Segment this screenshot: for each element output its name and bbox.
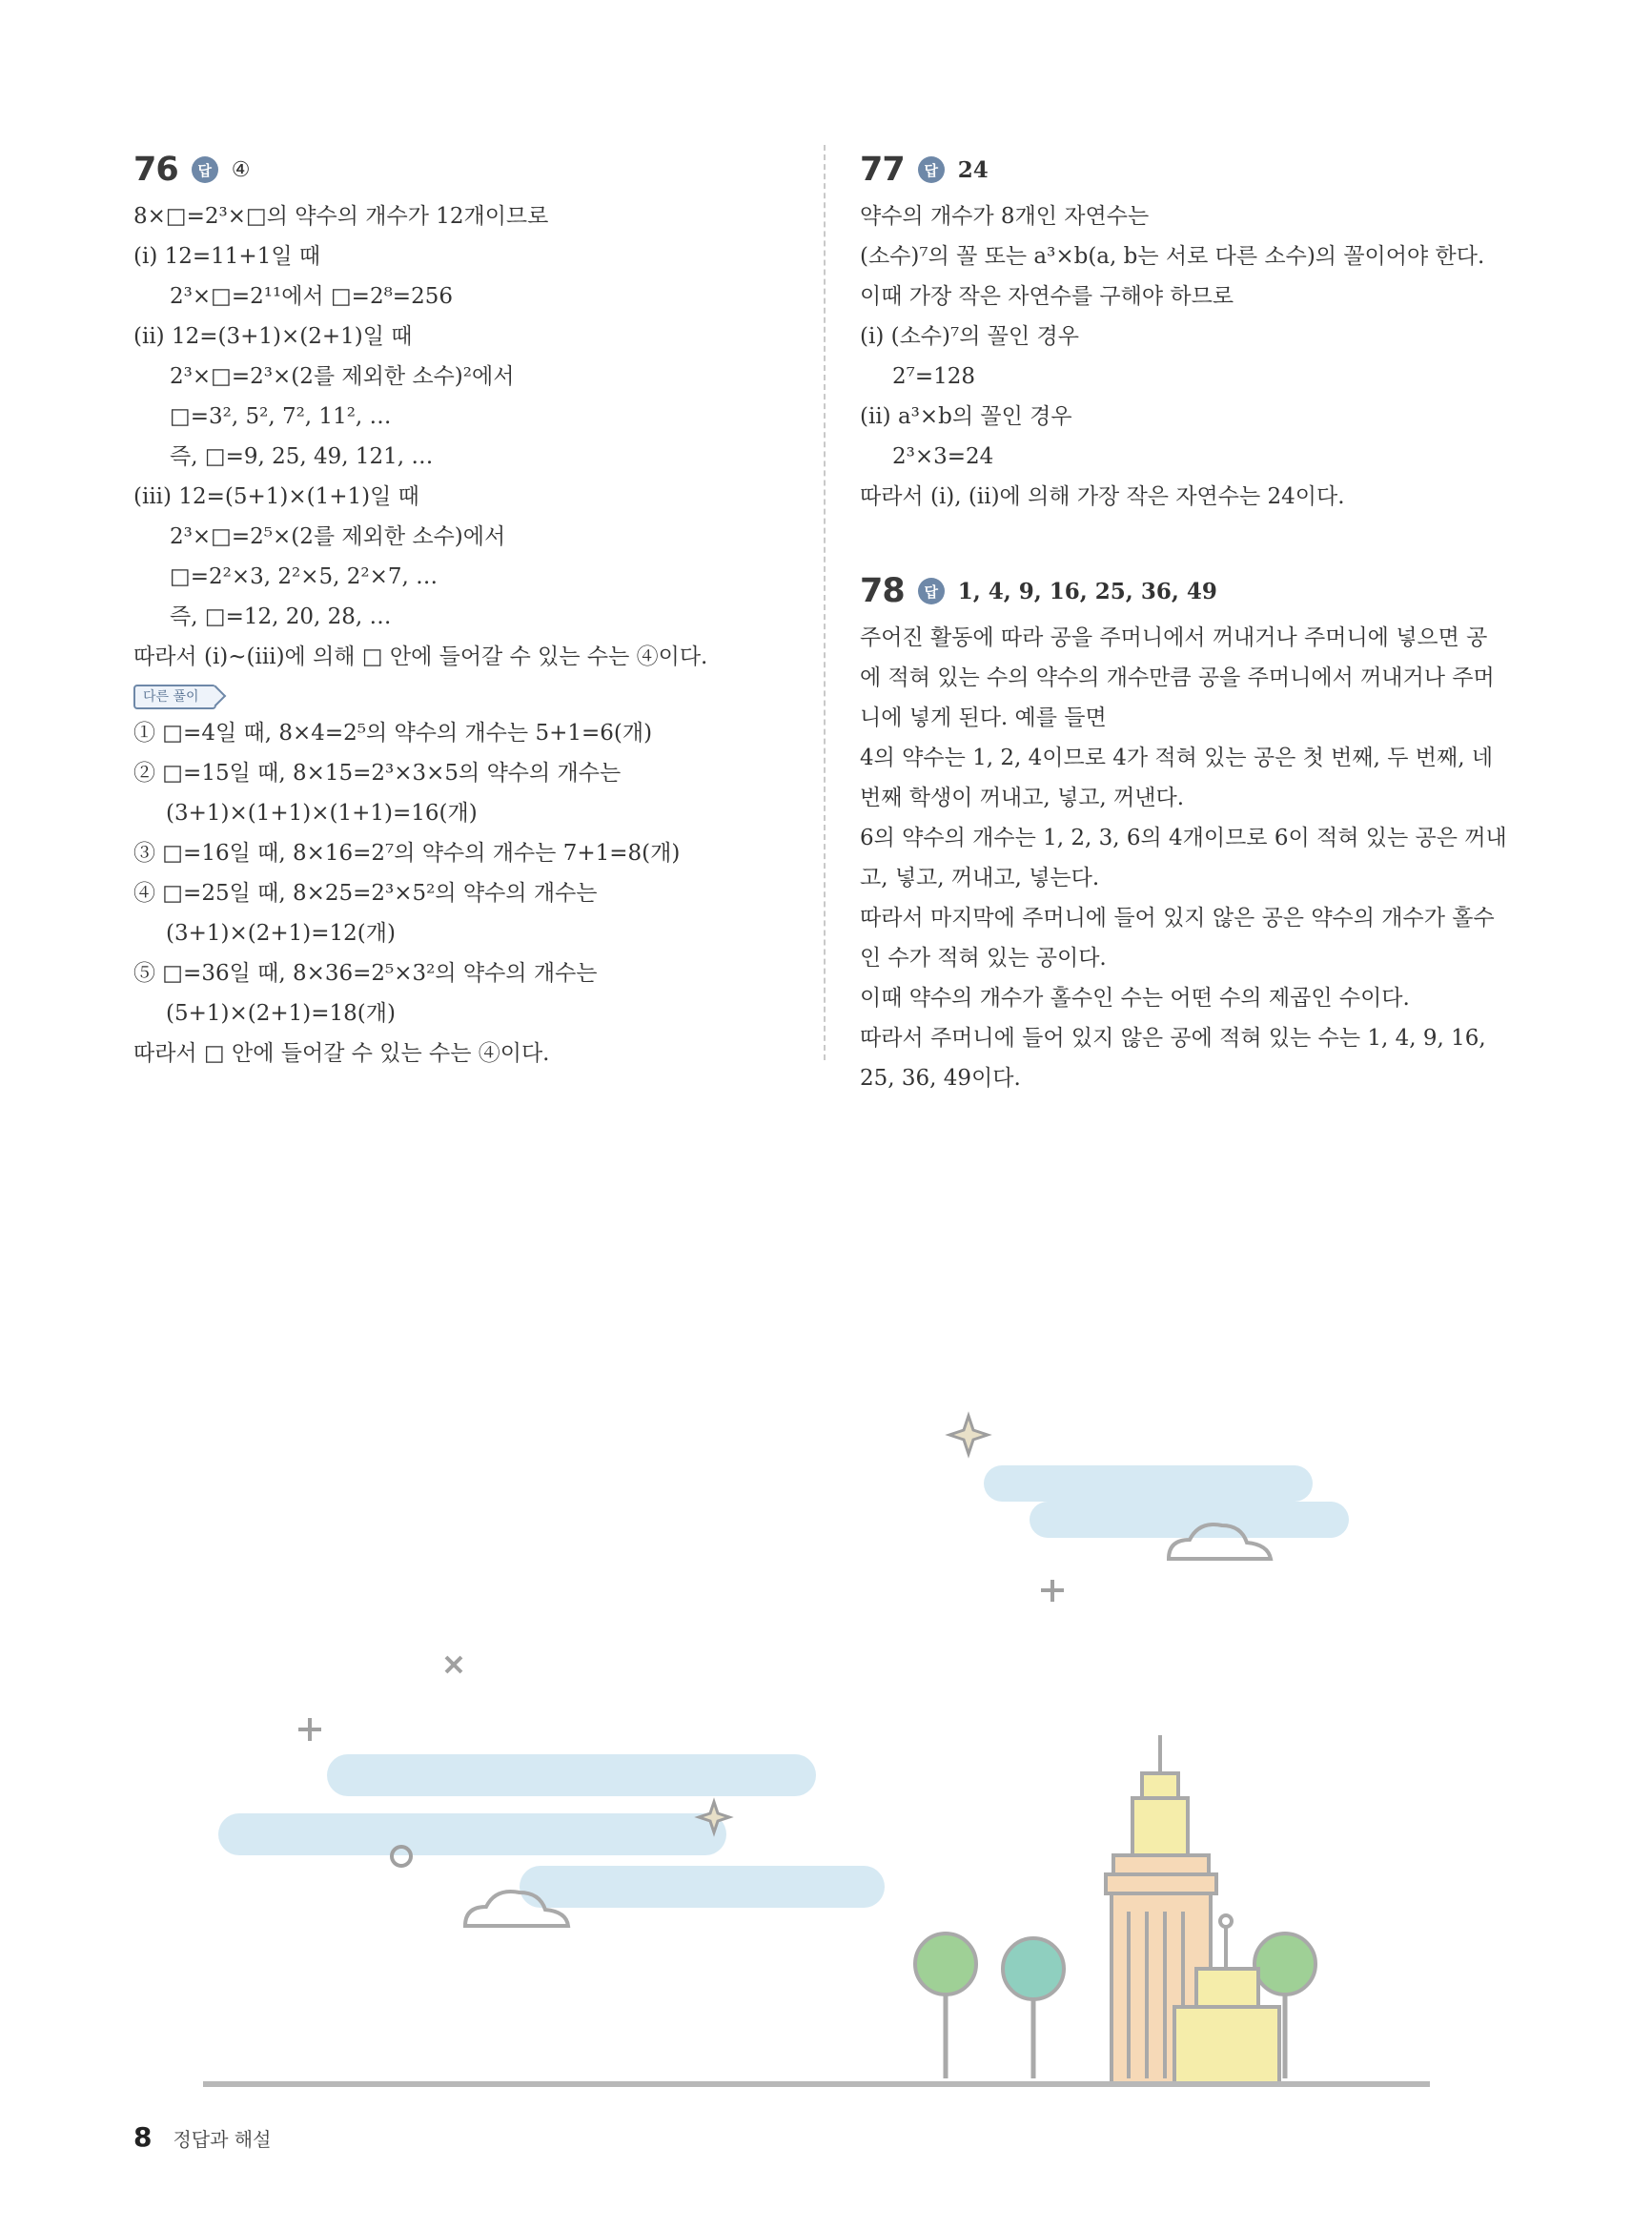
q78-line: 고, 넣고, 꺼내고, 넣는다.	[860, 866, 1100, 890]
page-footer	[133, 2121, 271, 2153]
q77-line: (ii) a³×b의 꼴인 경우	[860, 404, 1072, 429]
q76-line: 2³×□=2⁵×(2를 제외한 소수)에서	[170, 524, 506, 549]
q76-line: (i) 12=11+1일 때	[133, 244, 321, 269]
q78-answer: 1, 4, 9, 16, 25, 36, 49	[957, 578, 1217, 604]
q76-line: 2³×□=2¹¹에서 □=2⁸=256	[170, 284, 453, 309]
q77-number: 77	[860, 151, 905, 189]
q77-line: (소수)⁷의 꼴 또는 a³×b(a, b는 서로 다른 소수)의 꼴이어야 한다.	[860, 244, 1485, 269]
q78-line: 25, 36, 49이다.	[860, 1066, 1021, 1091]
q76-line: (ii) 12=(3+1)×(2+1)일 때	[133, 324, 413, 349]
q77-line: 약수의 개수가 8개인 자연수는	[860, 204, 1150, 229]
column-divider	[824, 145, 826, 1060]
q76-line: □=2²×3, 2²×5, 2²×7, …	[170, 564, 438, 589]
q76-line: □=3², 5², 7², 11², …	[170, 404, 392, 429]
q78-line: 인 수가 적혀 있는 공이다.	[860, 946, 1107, 971]
footer-label: 정답과 해설	[173, 2128, 272, 2151]
q77-line: 2⁷=128	[892, 364, 976, 389]
q76-number: 76	[133, 151, 178, 189]
alt-solution-label: 다른 풀이	[133, 685, 216, 709]
q77-header	[860, 143, 1518, 196]
q78-header	[860, 564, 1518, 618]
q78-line: 니에 넣게 된다. 예를 들면	[860, 706, 1107, 730]
tree-icon	[1003, 1938, 1064, 2078]
alt-line: ③ □=16일 때, 8×16=2⁷의 약수의 개수는 7+1=8(개)	[133, 841, 681, 866]
plus-icon	[298, 1718, 321, 1741]
q76-line: 2³×□=2³×(2를 제외한 소수)²에서	[170, 364, 515, 389]
alt-line: 따라서 □ 안에 들어갈 수 있는 수는 ④이다.	[133, 1041, 550, 1066]
q78-line: 주어진 활동에 따라 공을 주머니에서 꺼내거나 주머니에 넣으면 공	[860, 625, 1488, 650]
q76-line: 따라서 (i)~(iii)에 의해 □ 안에 들어갈 수 있는 수는 ④이다.	[133, 644, 708, 669]
q77-line: 따라서 (i), (ii)에 의해 가장 작은 자연수는 24이다.	[860, 484, 1345, 509]
q76-line: 8×□=2³×□의 약수의 개수가 12개이므로	[133, 204, 549, 229]
q78-line: 번째 학생이 꺼내고, 넣고, 꺼낸다.	[860, 786, 1185, 810]
q78-line: 4의 약수는 1, 2, 4이므로 4가 적혀 있는 공은 첫 번째, 두 번째, 네	[860, 746, 1494, 770]
answer-badge-icon: 답	[918, 156, 945, 183]
q77-line: 이때 가장 작은 자연수를 구해야 하므로	[860, 284, 1234, 309]
alt-line: ④ □=25일 때, 8×25=2³×5²의 약수의 개수는	[133, 881, 598, 906]
q78-line: 따라서 주머니에 들어 있지 않은 공에 적혀 있는 수는 1, 4, 9, 16,	[860, 1026, 1486, 1051]
city-illustration	[0, 1392, 1652, 2097]
q76-answer: ④	[231, 157, 251, 182]
alt-solution-tag	[133, 677, 820, 713]
q77-answer: 24	[957, 156, 989, 183]
alt-line: (3+1)×(1+1)×(1+1)=16(개)	[166, 801, 478, 826]
answer-badge-icon: 답	[918, 578, 945, 604]
page-number: 8	[133, 2121, 153, 2153]
q78-line: 에 적혀 있는 수의 약수의 개수만큼 공을 주머니에서 꺼내거나 주머	[860, 665, 1495, 690]
q76-line: 즉, □=12, 20, 28, …	[170, 604, 392, 629]
q76-line: (iii) 12=(5+1)×(1+1)일 때	[133, 484, 419, 509]
left-column	[133, 143, 820, 1074]
q76-line: 즉, □=9, 25, 49, 121, …	[170, 444, 434, 469]
alt-line: ⑤ □=36일 때, 8×36=2⁵×3²의 약수의 개수는	[133, 961, 598, 986]
q77-line: 2³×3=24	[892, 444, 994, 469]
q78-line: 6의 약수의 개수는 1, 2, 3, 6의 4개이므로 6이 적혀 있는 공은 꺼내	[860, 826, 1507, 850]
alt-line: ② □=15일 때, 8×15=2³×3×5의 약수의 개수는	[133, 761, 622, 786]
q78-line: 이때 약수의 개수가 홀수인 수는 어떤 수의 제곱인 수이다.	[860, 986, 1410, 1011]
cross-icon	[446, 1657, 461, 1672]
sparkle-icon	[949, 1416, 988, 1454]
q78-line: 따라서 마지막에 주머니에 들어 있지 않은 공은 약수의 개수가 홀수	[860, 906, 1495, 931]
plus-icon	[1041, 1580, 1064, 1602]
tree-icon	[915, 1933, 976, 2078]
q76-header	[133, 143, 820, 196]
alt-line: ① □=4일 때, 8×4=2⁵의 약수의 개수는 5+1=6(개)	[133, 721, 653, 746]
q77-line: (i) (소수)⁷의 꼴인 경우	[860, 324, 1079, 349]
alt-line: (5+1)×(2+1)=18(개)	[166, 1001, 396, 1026]
q78-section	[860, 564, 1518, 1098]
q78-number: 78	[860, 572, 905, 610]
alt-line: (3+1)×(2+1)=12(개)	[166, 921, 396, 946]
right-column	[860, 143, 1518, 1098]
answer-badge-icon: 답	[192, 156, 218, 183]
